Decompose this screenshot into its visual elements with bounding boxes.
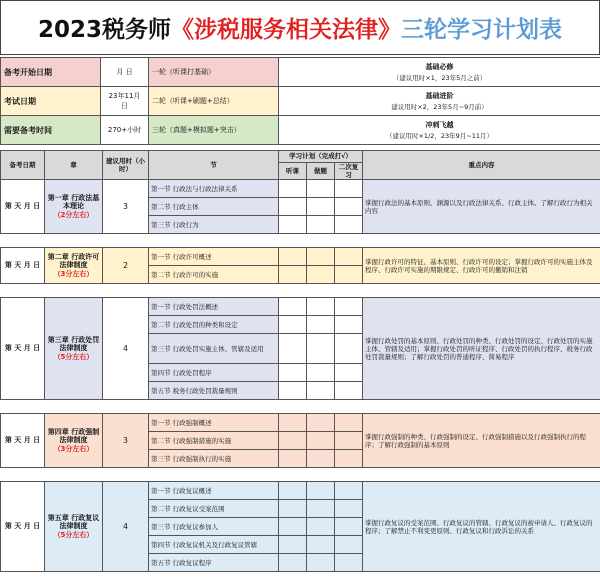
stage-name: 冲刺飞越 (425, 121, 454, 129)
header-review: 二次复习 (335, 163, 363, 180)
check-review[interactable] (335, 364, 363, 382)
check-practice[interactable] (307, 180, 335, 198)
check-listen[interactable] (279, 382, 307, 400)
chapter-name: 第三章 行政处罚法律制度 (47, 335, 100, 353)
check-review[interactable] (335, 266, 363, 284)
check-review[interactable] (335, 500, 363, 518)
stage-note: （建议用时×1/2，23年9月~11月） (385, 132, 494, 140)
check-listen[interactable] (279, 364, 307, 382)
check-review[interactable] (335, 334, 363, 364)
section-name: 第三节 行政复议参加人 (149, 518, 279, 536)
header-plan-group: 学习计划（完成打√） (279, 151, 363, 163)
chapter-score: （5分左右） (53, 531, 94, 540)
round-label: 一轮（听课打基础） (149, 58, 279, 87)
check-review[interactable] (335, 482, 363, 500)
check-review[interactable] (335, 554, 363, 572)
check-listen[interactable] (279, 450, 307, 468)
check-review[interactable] (335, 414, 363, 432)
check-practice[interactable] (307, 382, 335, 400)
check-practice[interactable] (307, 334, 335, 364)
chapter-name: 第二章 行政许可法律制度 (47, 252, 100, 270)
round-description (279, 87, 600, 116)
header-practice: 做题 (307, 163, 335, 180)
chapter-cell (45, 298, 103, 400)
chapter-hours: 3 (103, 414, 149, 468)
check-review[interactable] (335, 450, 363, 468)
section-name: 第五节 行政复议程序 (149, 554, 279, 572)
header-hours: 建议用时（小时） (103, 151, 149, 180)
stage-name: 基础必修 (425, 63, 454, 71)
key-points: 掌握行政复议的受案范围、行政复议的管辖、行政复议的被申请人、行政复议的程序；了解禁止不利变更原则、行政复议和行政诉讼的关系 (363, 482, 600, 572)
header-chapter: 章 (45, 151, 103, 180)
info-label: 需要备考时间 (1, 116, 101, 145)
section-row (1, 298, 600, 316)
check-listen[interactable] (279, 536, 307, 554)
check-review[interactable] (335, 536, 363, 554)
chapter-date[interactable]: 第 天 月 日 (1, 248, 45, 284)
check-review[interactable] (335, 298, 363, 316)
check-listen[interactable] (279, 500, 307, 518)
chapter-hours: 3 (103, 180, 149, 234)
info-value[interactable]: 23年11月 日 (101, 87, 149, 116)
section-name: 第五节 税务行政处罚裁量规则 (149, 382, 279, 400)
header-listen: 听课 (279, 163, 307, 180)
section-name: 第四节 行政复议机关及行政复议管辖 (149, 536, 279, 554)
section-name: 第一节 行政强制概述 (149, 414, 279, 432)
check-review[interactable] (335, 248, 363, 266)
round-description (279, 116, 600, 145)
section-name: 第一节 行政处罚法概述 (149, 298, 279, 316)
section-name: 第一节 行政许可概述 (149, 248, 279, 266)
check-listen[interactable] (279, 414, 307, 432)
check-listen[interactable] (279, 298, 307, 316)
chapter-score: （2分左右） (53, 211, 94, 220)
chapter-cell (45, 414, 103, 468)
page-title (0, 0, 600, 55)
chapter-date[interactable]: 第 天 月 日 (1, 180, 45, 234)
header-section: 节 (149, 151, 279, 180)
chapter-score: （3分左右） (53, 270, 94, 279)
check-listen[interactable] (279, 518, 307, 536)
stage-name: 基础进阶 (425, 92, 454, 100)
chapter-score: （5分左右） (53, 353, 94, 362)
section-name: 第三节 行政行为 (149, 216, 279, 234)
check-practice[interactable] (307, 266, 335, 284)
title-year: 2023税务师 (37, 17, 171, 43)
chapter-hours: 4 (103, 298, 149, 400)
check-listen[interactable] (279, 554, 307, 572)
check-review[interactable] (335, 382, 363, 400)
chapter-name: 第五章 行政复议法律制度 (47, 513, 100, 531)
check-practice[interactable] (307, 414, 335, 432)
section-name: 第四节 行政处罚程序 (149, 364, 279, 382)
header-date: 备考日期 (1, 151, 45, 180)
check-practice[interactable] (307, 518, 335, 536)
check-practice[interactable] (307, 450, 335, 468)
section-name: 第一节 行政法与行政法律关系 (149, 180, 279, 198)
info-row (1, 58, 600, 87)
key-points: 掌握行政处罚的基本原则、行政处罚的种类、行政处罚的设定、行政处罚的实施主体、管辖及适用；掌握行政处罚的听证程序、行政处罚的执行程序、税务行政处罚裁量规则；了解行政处罚的普通程序、简易程序 (363, 298, 600, 400)
chapter-date[interactable]: 第 天 月 日 (1, 482, 45, 572)
section-name: 第二节 行政强制措施的实施 (149, 432, 279, 450)
check-practice[interactable] (307, 248, 335, 266)
check-review[interactable] (335, 518, 363, 536)
check-practice[interactable] (307, 216, 335, 234)
check-listen[interactable] (279, 216, 307, 234)
chapter-name: 第一章 行政法基本理论 (47, 193, 100, 211)
chapter-hours: 4 (103, 482, 149, 572)
section-name: 第三节 行政处罚实施主体、管辖及适用 (149, 334, 279, 364)
check-practice[interactable] (307, 500, 335, 518)
stage-note: 建议用时×2，23年5月~9月前） (391, 103, 488, 111)
section-name: 第二节 行政许可的实施 (149, 266, 279, 284)
info-label: 备考开始日期 (1, 58, 101, 87)
round-label: 三轮（真题+模拟题+突击） (149, 116, 279, 145)
check-listen[interactable] (279, 198, 307, 216)
check-practice[interactable] (307, 198, 335, 216)
chapter-name: 第四章 行政强制法律制度 (47, 427, 100, 445)
check-review[interactable] (335, 432, 363, 450)
study-plan-table (0, 150, 600, 572)
chapter-date[interactable]: 第 天 月 日 (1, 414, 45, 468)
section-row (1, 482, 600, 500)
chapter-date[interactable]: 第 天 月 日 (1, 298, 45, 400)
check-practice[interactable] (307, 364, 335, 382)
section-name: 第二节 行政处罚的种类和设定 (149, 316, 279, 334)
check-review[interactable] (335, 216, 363, 234)
check-review[interactable] (335, 198, 363, 216)
section-row (1, 414, 600, 432)
round-description (279, 58, 600, 87)
check-practice[interactable] (307, 554, 335, 572)
section-name: 第二节 行政主体 (149, 198, 279, 216)
check-listen[interactable] (279, 482, 307, 500)
header-key-points: 重点内容 (363, 151, 600, 180)
chapter-cell (45, 180, 103, 234)
info-value[interactable]: 月 日 (101, 58, 149, 87)
check-practice[interactable] (307, 482, 335, 500)
chapter-cell (45, 248, 103, 284)
info-value[interactable]: 270+小时 (101, 116, 149, 145)
check-listen[interactable] (279, 180, 307, 198)
section-name: 第一节 行政复议概述 (149, 482, 279, 500)
key-points: 掌握行政强制的种类、行政强制的设定、行政强制措施以及行政强制执行的程序；了解行政强制的基本原则 (363, 414, 600, 468)
key-points: 掌握行政法的基本原则、渊源以及行政法律关系、行政主体。了解行政行为相关内容 (363, 180, 600, 234)
check-listen[interactable] (279, 266, 307, 284)
title-subject: 《涉税服务相关法律》 (171, 17, 401, 43)
round-label: 二轮（听课+刷题+总结） (149, 87, 279, 116)
key-points: 掌握行政许可的特征、基本原则、行政许可的设定；掌握行政许可的实施主体及程序、行政许可实施的期限规定、行政许可的撤销和注销 (363, 248, 600, 284)
section-name: 第二节 行政复议受案范围 (149, 500, 279, 518)
check-practice[interactable] (307, 432, 335, 450)
check-practice[interactable] (307, 536, 335, 554)
title-plan: 三轮学习计划表 (401, 17, 562, 43)
check-listen[interactable] (279, 248, 307, 266)
check-review[interactable] (335, 180, 363, 198)
section-row (1, 248, 600, 266)
check-review[interactable] (335, 316, 363, 334)
section-name: 第三节 行政强制执行的实施 (149, 450, 279, 468)
info-table (0, 57, 600, 145)
check-listen[interactable] (279, 432, 307, 450)
stage-note: （建议用时×1，23年5月之前） (392, 74, 487, 82)
info-row (1, 116, 600, 145)
info-label: 考试日期 (1, 87, 101, 116)
chapter-hours: 2 (103, 248, 149, 284)
check-practice[interactable] (307, 316, 335, 334)
check-listen[interactable] (279, 316, 307, 334)
info-row (1, 87, 600, 116)
check-listen[interactable] (279, 334, 307, 364)
section-row (1, 180, 600, 198)
chapter-score: （3分左右） (53, 445, 94, 454)
check-practice[interactable] (307, 298, 335, 316)
chapter-cell (45, 482, 103, 572)
